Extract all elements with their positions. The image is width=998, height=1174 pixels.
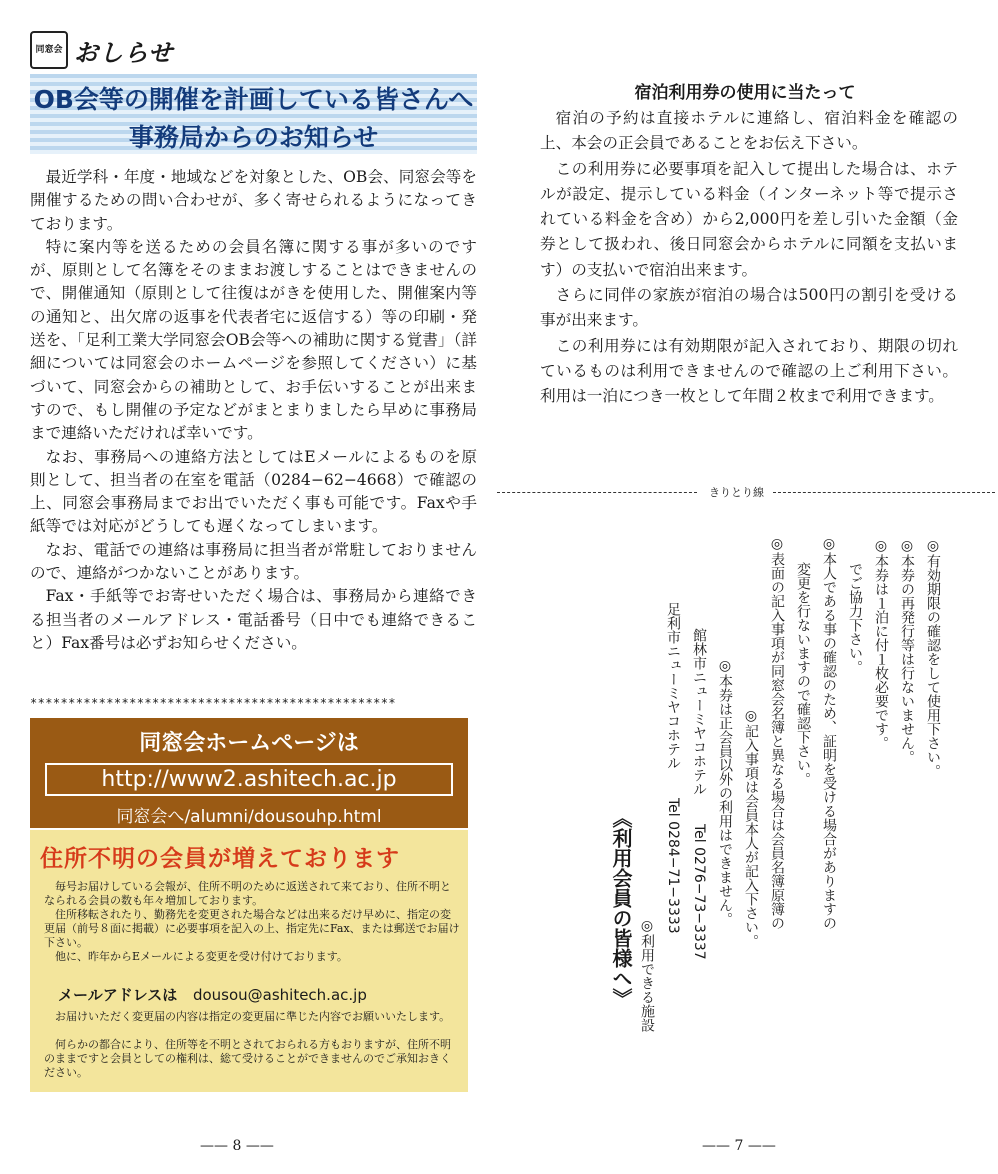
voucher-notice-heading: 《利用会員の皆様へ》 <box>609 808 633 1008</box>
homepage-url-link[interactable]: http://www2.ashitech.ac.jp <box>45 763 453 796</box>
body-paragraph: 宿泊の予約は直接ホテルに連絡し、宿泊料金を確認の上、本会の正会員であることをお伝え下さい。 <box>540 109 958 153</box>
body-paragraph: さらに同伴の家族が宿泊の場合は500円の割引を受ける事が出来ます。 <box>540 286 958 330</box>
notice-item: ◎本券は正会員以外の利用はできません。 <box>717 658 733 926</box>
voucher-notice-vertical <box>532 518 972 1098</box>
body-paragraph: なお、事務局への連絡方法としてはEメールによるものを原則として、担当者の在室を電話（0284−62−4668）で確認の上、同窓会事務局までお出でいただく事も可能です。Faxや手紙等では対応がどうしても遅くなってしまいます。 <box>30 447 477 536</box>
star-divider: ************************************************ <box>30 696 396 710</box>
page-number-left-value: 8 <box>232 1138 242 1154</box>
notice-heading: 住所不明の会員が増えております <box>40 846 400 872</box>
notice-item: ◎記入事項は会員本人が記入下さい。 <box>743 708 759 948</box>
section-title: おしらせ <box>74 37 174 67</box>
section-header <box>30 30 173 70</box>
homepage-sub-path: /alumni/dousouhp.html <box>184 807 382 827</box>
body-paragraph: なお、電話での連絡は事務局に担当者が常駐しておりませんので、連絡がつかないことがあります。 <box>30 540 477 583</box>
homepage-subpath <box>30 802 468 827</box>
mail-address-link[interactable]: dousou@ashitech.ac.jp <box>192 986 367 1004</box>
cut-line <box>497 484 995 500</box>
article-banner <box>30 74 477 154</box>
notice-item: ◎有効期限の確認をして使用下さい。 <box>925 538 941 778</box>
homepage-title: 同窓会ホームページは <box>139 731 359 756</box>
banner-title-line1: OB会等の開催を計画している皆さんへ <box>33 85 474 114</box>
page-number-right: —— 7 —— <box>702 1138 776 1154</box>
page-number-right-value: 7 <box>734 1138 744 1154</box>
body-paragraph: この利用券に必要事項を記入して提出した場合は、ホテルが設定、提示している料金（インターネット等で提示されている料金を含め）から2,000円を差し引いた金額（金券として扱われ、後日同窓会からホテルに同額を支払います）の支払いで宿泊出来ます。 <box>540 159 958 279</box>
body-paragraph: 最近学科・年度・地域などを対象とした、OB会、同窓会等を開催するための問い合わせが、多く寄せられるようになってきております。 <box>30 168 477 233</box>
article-body <box>30 166 477 655</box>
hotel-2: 館林市ニューミヤコホテル Tel 0276−73−3337 <box>691 628 707 960</box>
mail-label: メールアドレスは <box>58 986 178 1004</box>
hotel-1: 足利市ニューミヤコホテル Tel 0284−71−3333 <box>665 602 681 934</box>
cut-dash-left <box>497 492 697 493</box>
notice-item: ◎本人である事の確認のため、証明を受ける場合がありますの <box>821 536 837 930</box>
voucher-usage-body <box>540 106 958 410</box>
notice-paragraph: お届けいただく変更届の内容は指定の変更届に準じた内容でお願いいたします。 <box>55 1010 451 1023</box>
body-paragraph: Fax・手紙等でお寄せいただく場合は、事務局から連絡できる担当者のメールアドレス・電話番号（日中でも連絡できること）Fax番号は必ずお知らせください。 <box>30 587 477 652</box>
address-notice-box <box>30 830 468 1092</box>
notice-paragraph: 何らかの都合により、住所等を不明とされておられる方もおりますが、住所不明のままですと会員としての権利は、総て受けることができませんのでご承知おきください。 <box>44 1038 451 1079</box>
homepage-box <box>30 718 468 828</box>
page-number-left: —— 8 —— <box>200 1138 274 1154</box>
body-paragraph: この利用券には有効期限が記入されており、期限の切れているものは利用できませんので確認の上ご利用下さい。利用は一泊につき一枚として年間２枚まで利用できます。 <box>540 336 958 406</box>
notice-paragraph: 住所移転されたり、勤務先を変更された場合などは出来るだけ早めに、指定の変更届（前号８面に掲載）に必要事項を記入の上、指定先にFax、または郵送でお届け下さい。 <box>44 908 460 949</box>
notice-item: ◎表面の記入事項が同窓会名簿と異なる場合は会員名簿原簿の <box>769 536 785 930</box>
cut-line-label: きりとり線 <box>705 484 768 500</box>
notice-item-cont: 変更を行ないますので確認下さい。 <box>795 562 811 786</box>
notice-item: ◎本券の再発行等は行ないません。 <box>899 538 915 764</box>
notice-paragraph: 他に、昨年からEメールによる変更を受け付けております。 <box>55 950 348 963</box>
notice-item-cont: でご協力下さい。 <box>847 562 863 674</box>
homepage-sub-prefix: 同窓会へ <box>116 807 185 827</box>
notice-mail-line <box>58 984 367 1005</box>
notice-item: ◎本券は１泊に付１枚必要です。 <box>873 538 889 750</box>
notice-paragraph: 毎号お届けしている会報が、住所不明のために返送されて来ており、住所不明となられる会員の数も年々増加しております。 <box>44 880 451 907</box>
facilities-label: ◎利用できる施設 <box>639 918 655 1032</box>
cut-dash-right <box>773 492 995 493</box>
voucher-usage-title: 宿泊利用券の使用に当たって <box>634 83 856 103</box>
body-paragraph: 特に案内等を送るための会員名簿に関する事が多いのですが、原則として名簿をそのままお渡しすることはできませんので、開催通知（原則として往復はがきを使用した、開催案内等の通知と、出欠席の返事を代表者宅に返信する）等の印刷・発送を、「足利工業大学同窓会OB会等への補助に関する覚書」（詳細については同窓会のホームページを参照してください）に基づいて、同窓会からの補助として、お手伝いすることが出来ますので、もし開催の予定などがまとまりましたら早めに事務局まで連絡いただければ幸いです。 <box>30 237 477 443</box>
dousoukai-stamp-logo: 同窓会 <box>30 31 68 69</box>
spacer <box>946 518 972 1098</box>
banner-title-line2: 事務局からのお知らせ <box>128 123 379 152</box>
